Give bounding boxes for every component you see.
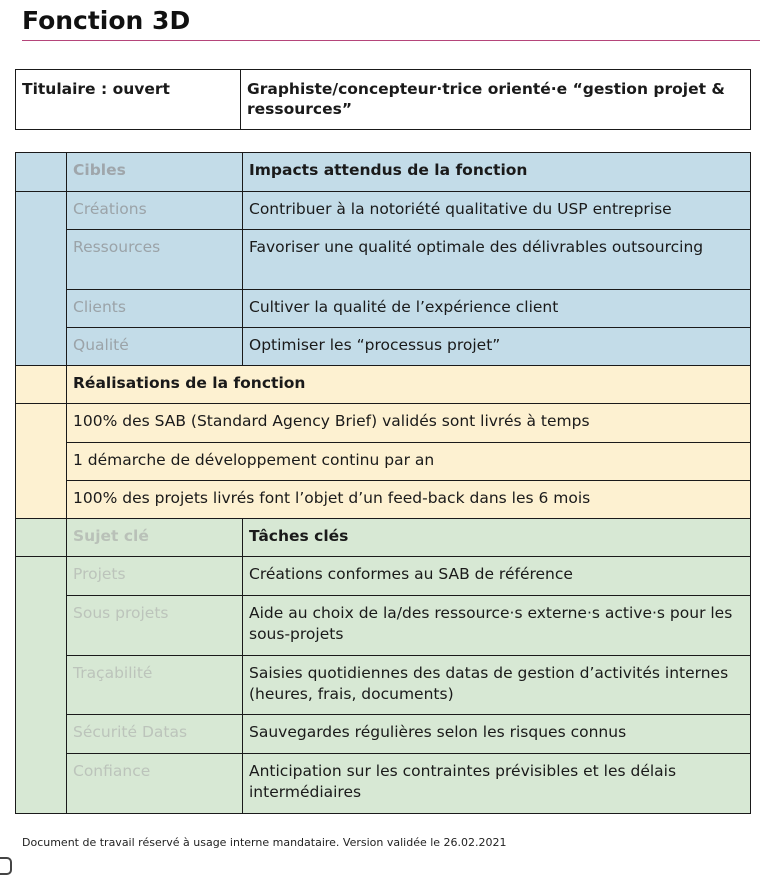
table-row xyxy=(16,443,751,481)
impacts-header-row xyxy=(16,153,751,192)
function-table xyxy=(15,152,751,814)
title-divider xyxy=(22,40,760,41)
section-strip xyxy=(16,404,67,519)
task-subject: Projets xyxy=(67,557,243,596)
impact-target: Qualité xyxy=(67,328,243,366)
impact-text: Contribuer à la notoriété qualitative du USP entreprise xyxy=(243,192,751,230)
tasks-header-row xyxy=(16,519,751,557)
table-row xyxy=(16,328,751,366)
task-subject: Confiance xyxy=(67,754,243,814)
table-row xyxy=(16,656,751,715)
impact-target: Créations xyxy=(67,192,243,230)
section-strip xyxy=(16,153,67,192)
task-text: Créations conformes au SAB de référence xyxy=(243,557,751,596)
table-row xyxy=(16,715,751,754)
table-row xyxy=(16,754,751,814)
table-row xyxy=(16,596,751,656)
table-row xyxy=(16,404,751,443)
task-text: Saisies quotidiennes des datas de gestion d’activités internes (heures, frais, documents) xyxy=(243,656,751,715)
task-text: Anticipation sur les contraintes prévisibles et les délais intermédiaires xyxy=(243,754,751,814)
footer-note: Document de travail réservé à usage interne mandataire. Version validée le 26.02.2021 xyxy=(22,836,507,849)
impacts-header-impacts: Impacts attendus de la fonction xyxy=(243,153,751,192)
table-row xyxy=(16,192,751,230)
achievement-text: 100% des SAB (Standard Agency Brief) validés sont livrés à temps xyxy=(67,404,751,443)
page-corner-icon xyxy=(0,857,12,875)
section-strip xyxy=(16,366,67,404)
achievement-text: 100% des projets livrés font l’objet d’un feed-back dans les 6 mois xyxy=(67,481,751,519)
impact-text: Favoriser une qualité optimale des délivrables outsourcing xyxy=(243,230,751,290)
table-row xyxy=(16,557,751,596)
impact-text: Optimiser les “processus projet” xyxy=(243,328,751,366)
table-row xyxy=(16,290,751,328)
table-row xyxy=(16,481,751,519)
tasks-header-subject: Sujet clé xyxy=(67,519,243,557)
achievement-text: 1 démarche de développement continu par an xyxy=(67,443,751,481)
impact-text: Cultiver la qualité de l’expérience client xyxy=(243,290,751,328)
task-subject: Sécurité Datas xyxy=(67,715,243,754)
holder-table xyxy=(15,69,751,130)
holder-role: Graphiste/concepteur·trice orienté·e “gestion projet & ressources” xyxy=(241,70,751,130)
impact-target: Ressources xyxy=(67,230,243,290)
section-strip xyxy=(16,519,67,557)
section-strip xyxy=(16,557,67,814)
achievements-header: Réalisations de la fonction xyxy=(67,366,751,404)
section-strip xyxy=(16,192,67,366)
task-text: Aide au choix de la/des ressource·s externe·s active·s pour les sous-projets xyxy=(243,596,751,656)
impact-target: Clients xyxy=(67,290,243,328)
task-text: Sauvegardes régulières selon les risques connus xyxy=(243,715,751,754)
holder-label: Titulaire : ouvert xyxy=(16,70,241,130)
achievements-header-row xyxy=(16,366,751,404)
page-title: Fonction 3D xyxy=(22,6,191,35)
tasks-header-tasks: Tâches clés xyxy=(243,519,751,557)
table-row xyxy=(16,230,751,290)
impacts-header-targets: Cibles xyxy=(67,153,243,192)
task-subject: Sous projets xyxy=(67,596,243,656)
task-subject: Traçabilité xyxy=(67,656,243,715)
